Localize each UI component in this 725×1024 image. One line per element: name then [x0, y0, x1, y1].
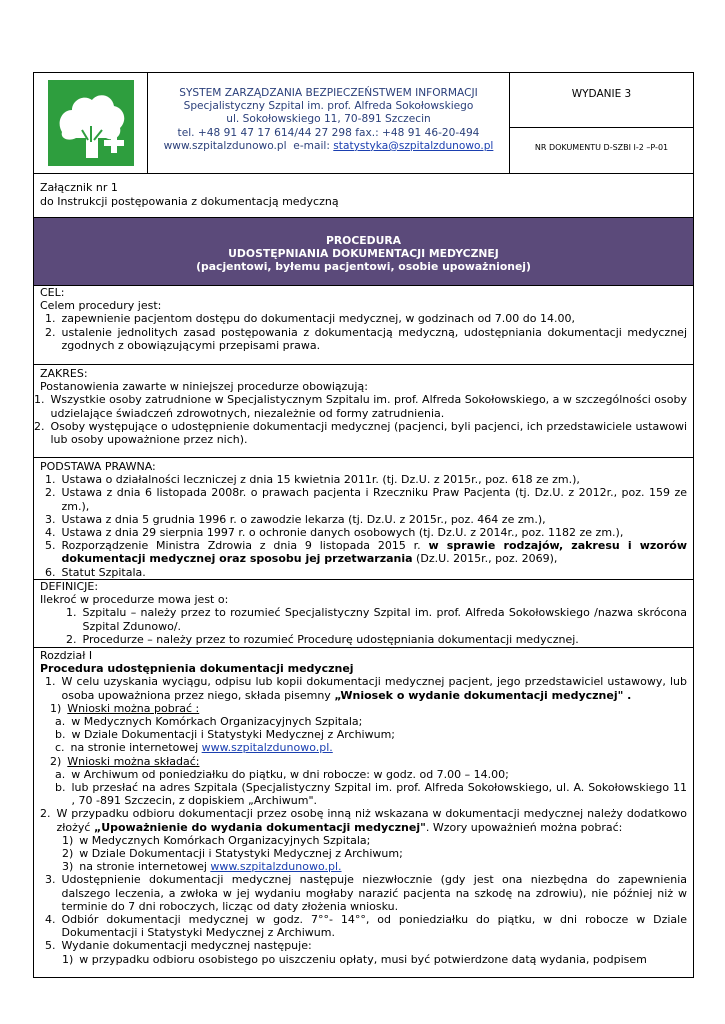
section-zakres [34, 365, 693, 458]
list-item [40, 526, 687, 539]
section-heading: PODSTAWA PRAWNA: [40, 460, 156, 473]
list-number: 2. [45, 325, 56, 339]
chapter-title-text: Procedura udostępnienia dokumentacji medycznej [40, 662, 354, 676]
list-number: 1. [45, 675, 56, 689]
list-item [40, 741, 687, 754]
list-item [40, 539, 687, 565]
org-address-line: ul. Sokołowskiego 11, 70-891 Szczecin [226, 113, 431, 126]
list-text [79, 860, 687, 873]
attachment-line-1: Załącznik nr 1 [40, 181, 118, 194]
regulation-citation: (Dz.U. 2015r., poz. 2069), [412, 552, 558, 566]
document-meta [510, 73, 693, 173]
section-definicje [34, 580, 693, 648]
list-item [34, 420, 687, 446]
hospital-logo-icon [48, 80, 134, 166]
section-intro: Ilekroć w procedurze mowa jest o: [40, 593, 229, 607]
list-text: lub przesłać na adres Szpitala (Specjalistyczny Szpital im. prof. Alfreda Sokołowskiego, ul. A. Sokołowskiego 11 , 70 -891 Szczecin, z dopiskiem „Archiwum". [71, 781, 687, 808]
document-number: NR DOKUMENTU D-SZBI I-2 –P-01 [534, 143, 669, 152]
list-item [40, 781, 687, 807]
list-text: Udostępnienie dokumentacji medycznej następuje niezwłocznie (gdy jest ona niezbędna do zapewnienia dalszego leczenia, a zwłoka w jej wydaniu mogłaby narazić pacjenta na szkodę na zdrowiu), nie później niż w terminie do 7 dni roboczych, licząc od daty złożenia wniosku. [61, 873, 687, 913]
list-number: 1. [66, 606, 77, 620]
section-intro: Postanowienia zawarte w niniejszej procedurze obowiązują: [40, 380, 368, 394]
paragraph-text: W celu uzyskania wyciągu, odpisu lub kopii dokumentacji medycznej pacjent, jego przedstawiciel ustawowy, lub osoba upoważniona przez niego, składa pisemny [61, 675, 687, 702]
list-text: Szpitalu – należy przez to rozumieć Specjalistyczny Szpital im. prof. Alfreda Sokołowskiego /nazwa skrócona Szpital Zdunowo/. [82, 606, 687, 633]
regulation-text: Rozporządzenie Ministra Zdrowia z dnia 9 listopada 2015 r. [61, 539, 429, 553]
banner-line-3: (pacjentowi, byłemu pacjentowi, osobie upoważnionej) [196, 260, 531, 273]
list-item [34, 393, 687, 419]
section-rozdzial [34, 648, 693, 978]
form-name: „Wniosek o wydanie dokumentacji medycznej" . [334, 688, 632, 702]
list-number: 1. [45, 312, 56, 326]
document-page [33, 72, 694, 978]
list-item [40, 633, 687, 646]
attachment-note [34, 174, 693, 218]
list-item [40, 312, 687, 325]
list-item [40, 566, 687, 579]
list-number: 2) [62, 847, 74, 861]
list-text: Wszystkie osoby zatrudnione w Specjalistycznym Szpitalu im. prof. Alfreda Sokołowskiego, a w szczególności osoby udzielające świadczeń zdrowotnych, niezależnie od formy zatrudnienia. [50, 393, 687, 420]
attachment-line-2: do Instrukcji postępowania z dokumentacją medyczną [40, 195, 339, 208]
list-number: 1. [45, 473, 56, 487]
list-text: Osoby występujące o udostępnienie dokumentacji medycznej (pacjenci, byli pacjenci, ich przedstawiciele ustawowi lub osoby upoważnione przez nich). [50, 419, 687, 447]
list-text: w Medycznych Komórkach Organizacyjnych Szpitala; [79, 833, 371, 847]
list-number: b. [55, 781, 66, 795]
list-number: c. [55, 741, 65, 755]
list-item [40, 675, 687, 701]
list-number: 3) [62, 860, 74, 874]
website-link[interactable]: www.szpitalzdunowo.pl. [201, 741, 333, 755]
list-item [40, 873, 687, 913]
list-text: w przypadku odbioru osobistego po uiszczeniu opłaty, musi być potwierdzone datą wydania, podpisem [79, 952, 647, 966]
procedure-banner [34, 218, 693, 286]
form-name: „Upoważnienie do wydania dokumentacji medycznej" [93, 820, 426, 834]
list-item [40, 486, 687, 512]
list-text: Procedurze – należy przez to rozumieć Procedurę udostępniania dokumentacji medycznej. [82, 632, 579, 646]
edition-label: WYDANIE 3 [510, 73, 693, 128]
list-number: b. [55, 728, 66, 742]
section-intro: Celem procedury jest: [40, 299, 162, 313]
list-number: 5. [45, 939, 56, 953]
list-number: 2. [66, 632, 77, 646]
email-link[interactable]: statystyka@szpitalzdunowo.pl [333, 139, 494, 152]
list-text: Ustawa z dnia 6 listopada 2008r. o prawach pacjenta i Rzeczniku Praw Pacjenta (tj. Dz.U. z 2012r., poz. 159 ze zm.), [61, 486, 687, 513]
regulation-title: w sprawie rodzajów, zakresu i wzorów dokumentacji medycznej oraz sposobu jej przetwarzania [61, 539, 687, 566]
list-item [40, 847, 687, 860]
org-phone-line: tel. +48 91 47 17 614/44 27 298 fax.: +48 91 46-20-494 [177, 126, 480, 139]
email-label: e-mail: [293, 139, 330, 152]
website-link[interactable]: www.szpitalzdunowo.pl. [210, 860, 342, 874]
list-item [40, 702, 687, 715]
list-number: 1) [50, 701, 62, 715]
list-text: w Archiwum od poniedziałku do piątku, w dni robocze: w godz. od 7.00 – 14.00; [71, 767, 509, 781]
list-number: 2. [40, 807, 51, 821]
list-text: w Dziale Dokumentacji i Statystyki Medycznej z Archiwum; [71, 728, 396, 742]
section-heading: CEL: [40, 286, 65, 299]
list-number: 5. [45, 539, 56, 553]
subsection-label: Wnioski można składać: [67, 754, 200, 768]
logo-cell [34, 73, 148, 173]
list-number: 3. [45, 873, 56, 887]
chapter-title [40, 662, 687, 675]
list-text [62, 539, 688, 565]
list-text: Ustawa z dnia 29 sierpnia 1997 r. o ochronie danych osobowych (tj. Dz.U. z 2014r., poz. 1182 ze zm.), [61, 526, 624, 540]
list-item [40, 834, 687, 847]
list-item [40, 715, 687, 728]
paragraph-text: W przypadku odbioru dokumentacji przez osobę inną niż wskazana w dokumentacji medycznej należy dodatkowo złożyć [56, 807, 687, 834]
section-podstawa-prawna [34, 458, 693, 580]
list-text [71, 741, 687, 754]
section-cel [34, 286, 693, 365]
banner-line-2: UDOSTĘPNIANIA DOKUMENTACJI MEDYCZNEJ [228, 247, 499, 260]
list-item [40, 473, 687, 486]
list-text: Ustawa z dnia 5 grudnia 1996 r. o zawodzie lekarza (tj. Dz.U. z 2015r., poz. 464 ze zm.), [61, 512, 546, 526]
subsection-label: Wnioski można pobrać : [67, 701, 200, 715]
list-item [40, 606, 687, 632]
list-number: 1. [34, 393, 45, 407]
list-text: Odbiór dokumentacji medycznej w godz. 7°°- 14°°, od poniedziałku do piątku, w dni robocze w Dziale Dokumentacji i Statystyki Medycznej z Archiwum. [61, 913, 687, 940]
list-item [40, 939, 687, 952]
list-number: 2. [45, 486, 56, 500]
list-item [40, 513, 687, 526]
section-heading: ZAKRES: [40, 367, 88, 380]
list-text: w Dziale Dokumentacji i Statystyki Medycznej z Archiwum; [79, 847, 403, 861]
banner-line-1: PROCEDURA [325, 234, 402, 247]
list-text [62, 675, 688, 701]
list-number: a. [55, 767, 66, 781]
list-number: 6. [45, 565, 56, 579]
list-number: 1) [62, 952, 74, 966]
list-item [40, 768, 687, 781]
list-number: 2. [34, 419, 45, 433]
website-text: www.szpitalzdunowo.pl [163, 139, 287, 152]
list-text: ustalenie jednolitych zasad postępowania z dokumentacją medyczną, udostępniania dokumentacji medycznej zgodnych z obowiązującymi przepisami prawa. [61, 325, 687, 352]
list-item [40, 326, 687, 352]
list-number: 3. [45, 512, 56, 526]
list-text: zapewnienie pacjentom dostępu do dokumentacji medycznej, w godzinach od 7.00 do 14.00, [61, 312, 575, 326]
list-text: Wydanie dokumentacji medycznej następuje: [61, 939, 312, 953]
org-system-line: SYSTEM ZARZĄDZANIA BEZPIECZEŃSTWEM INFORMACJI [179, 87, 478, 99]
section-heading: DEFINICJE: [40, 580, 99, 593]
list-item [40, 755, 687, 768]
list-item [40, 953, 687, 966]
list-number: 4. [45, 913, 56, 927]
paragraph-text-after: . Wzory upoważnień można pobrać: [425, 820, 623, 834]
list-number: 2) [50, 754, 62, 768]
list-text-prefix: na stronie internetowej [70, 741, 202, 755]
list-number: 4. [45, 526, 56, 540]
list-item [40, 860, 687, 873]
list-item [40, 807, 687, 833]
org-hospital-line: Specjalistyczny Szpital im. prof. Alfreda Sokołowskiego [183, 100, 474, 113]
list-text: w Medycznych Komórkach Organizacyjnych Szpitala; [71, 715, 363, 729]
list-item [40, 728, 687, 741]
list-item [40, 913, 687, 939]
list-number: a. [55, 715, 66, 729]
organization-info [148, 73, 510, 173]
org-contact-line [148, 140, 509, 153]
list-text: Statut Szpitala. [61, 565, 146, 579]
list-text-prefix: na stronie internetowej [79, 860, 211, 874]
list-number: 1) [62, 833, 74, 847]
chapter-heading: Rozdział I [40, 649, 93, 662]
document-header [34, 72, 693, 174]
list-text [57, 807, 688, 833]
list-text: Ustawa o działalności leczniczej z dnia 15 kwietnia 2011r. (tj. Dz.U. z 2015r., poz. 618 ze zm.), [61, 473, 580, 487]
